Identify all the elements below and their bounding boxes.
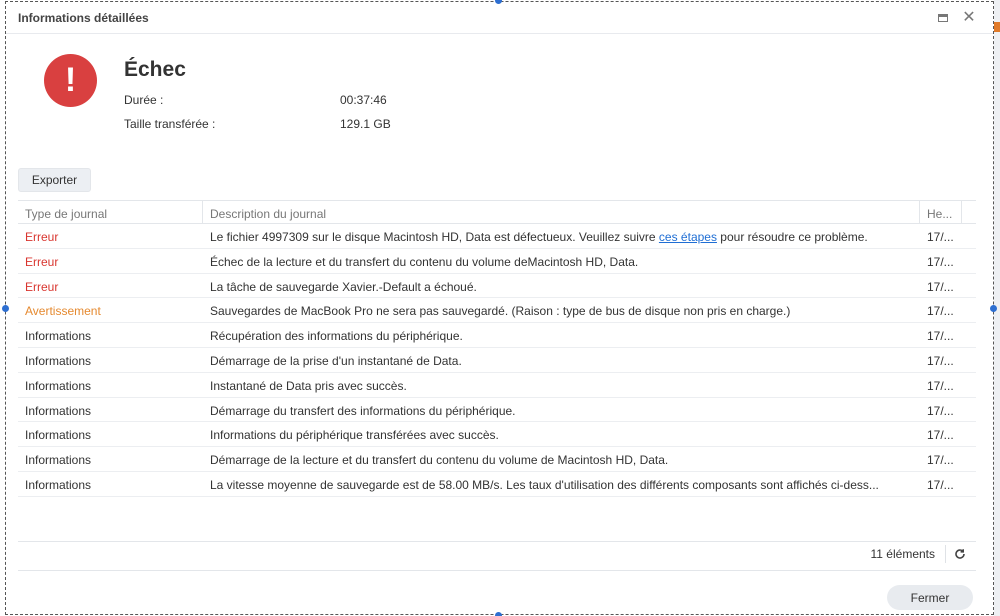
item-count: 11 éléments xyxy=(870,547,935,561)
log-description: Échec de la lecture et du transfert du contenu du volume deMacintosh HD, Data. xyxy=(210,254,639,269)
log-time: 17/... xyxy=(927,403,954,418)
table-row[interactable] xyxy=(18,323,976,348)
log-table xyxy=(18,200,976,497)
resize-handle[interactable] xyxy=(495,612,502,616)
duration-value: 00:37:46 xyxy=(340,93,387,107)
divider xyxy=(945,545,946,563)
log-type: Erreur xyxy=(25,230,59,244)
log-time: 17/... xyxy=(927,453,954,468)
column-header-time[interactable]: He... xyxy=(920,201,962,223)
dialog-title: Informations détaillées xyxy=(18,11,149,25)
divider xyxy=(18,570,976,571)
refresh-icon[interactable] xyxy=(952,545,968,563)
log-description: Récupération des informations du périphérique. xyxy=(210,329,463,344)
log-time: 17/... xyxy=(927,329,954,344)
log-time: 17/... xyxy=(927,477,954,492)
log-type: Erreur xyxy=(25,254,59,269)
maximize-icon[interactable] xyxy=(934,9,952,27)
log-type: Erreur xyxy=(25,279,59,294)
resize-handle[interactable] xyxy=(2,305,9,312)
log-time: 17/... xyxy=(927,304,954,319)
log-type: Avertissement xyxy=(25,304,101,319)
table-row[interactable] xyxy=(18,224,976,249)
table-row[interactable] xyxy=(18,422,976,447)
table-row[interactable] xyxy=(18,249,976,274)
duration-label: Durée : xyxy=(124,93,164,107)
log-time: 17/... xyxy=(927,254,954,269)
log-description: Démarrage de la prise d'un instantané de Data. xyxy=(210,353,462,368)
status-title: Échec xyxy=(124,58,186,81)
log-type: Informations xyxy=(25,378,92,393)
log-type: Informations xyxy=(25,403,92,418)
error-icon: ! xyxy=(44,54,97,107)
table-row[interactable] xyxy=(18,447,976,472)
log-description: Démarrage du transfert des informations du périphérique. xyxy=(210,403,516,418)
log-type: Informations xyxy=(25,353,92,368)
column-header-description[interactable]: Description du journal xyxy=(203,201,920,223)
table-row[interactable] xyxy=(18,298,976,323)
resize-handle[interactable] xyxy=(990,305,997,312)
log-description-text: Le fichier 4997309 sur le disque Macintosh HD, Data est défectueux. Veuillez suivre xyxy=(210,230,659,244)
transferred-size-value: 129.1 GB xyxy=(340,117,391,131)
transferred-size-label: Taille transférée : xyxy=(124,117,216,131)
table-row[interactable] xyxy=(18,472,976,497)
log-description: La tâche de sauvegarde Xavier.-Default a échoué. xyxy=(210,279,477,294)
table-body xyxy=(18,224,976,497)
log-time: 17/... xyxy=(927,428,954,443)
column-header-type[interactable]: Type de journal xyxy=(18,201,203,223)
divider xyxy=(18,541,976,542)
log-description: Informations du périphérique transférées avec succès. xyxy=(210,428,499,443)
log-time: 17/... xyxy=(927,353,954,368)
log-description: La vitesse moyenne de sauvegarde est de 58.00 MB/s. Les taux d'utilisation des différents composants sont affichés ci-dess... xyxy=(210,477,879,492)
column-header-filler xyxy=(962,201,976,223)
log-time: 17/... xyxy=(927,230,954,244)
log-description-text: pour résoudre ce problème. xyxy=(716,230,868,244)
table-header xyxy=(18,200,976,224)
log-description: Sauvegardes de MacBook Pro ne sera pas sauvegardé. (Raison : type de bus de disque non pris en charge.) xyxy=(210,304,791,319)
dialog-titlebar xyxy=(6,2,993,34)
close-button[interactable]: Fermer xyxy=(887,585,973,610)
log-type: Informations xyxy=(25,477,92,492)
export-button[interactable]: Exporter xyxy=(18,168,91,192)
log-description: Instantané de Data pris avec succès. xyxy=(210,378,407,393)
log-type: Informations xyxy=(25,329,92,344)
log-type: Informations xyxy=(25,453,92,468)
table-row[interactable] xyxy=(18,274,976,299)
table-row[interactable] xyxy=(18,373,976,398)
table-row[interactable] xyxy=(18,398,976,423)
log-time: 17/... xyxy=(927,279,954,294)
close-icon[interactable]: ✕ xyxy=(962,9,976,26)
log-time: 17/... xyxy=(927,378,954,393)
log-description: Démarrage de la lecture et du transfert du contenu du volume de Macintosh HD, Data. xyxy=(210,453,669,468)
detail-dialog xyxy=(6,2,993,614)
log-type: Informations xyxy=(25,428,92,443)
log-description xyxy=(203,224,920,248)
table-row[interactable] xyxy=(18,348,976,373)
help-steps-link[interactable]: ces étapes xyxy=(658,230,717,244)
